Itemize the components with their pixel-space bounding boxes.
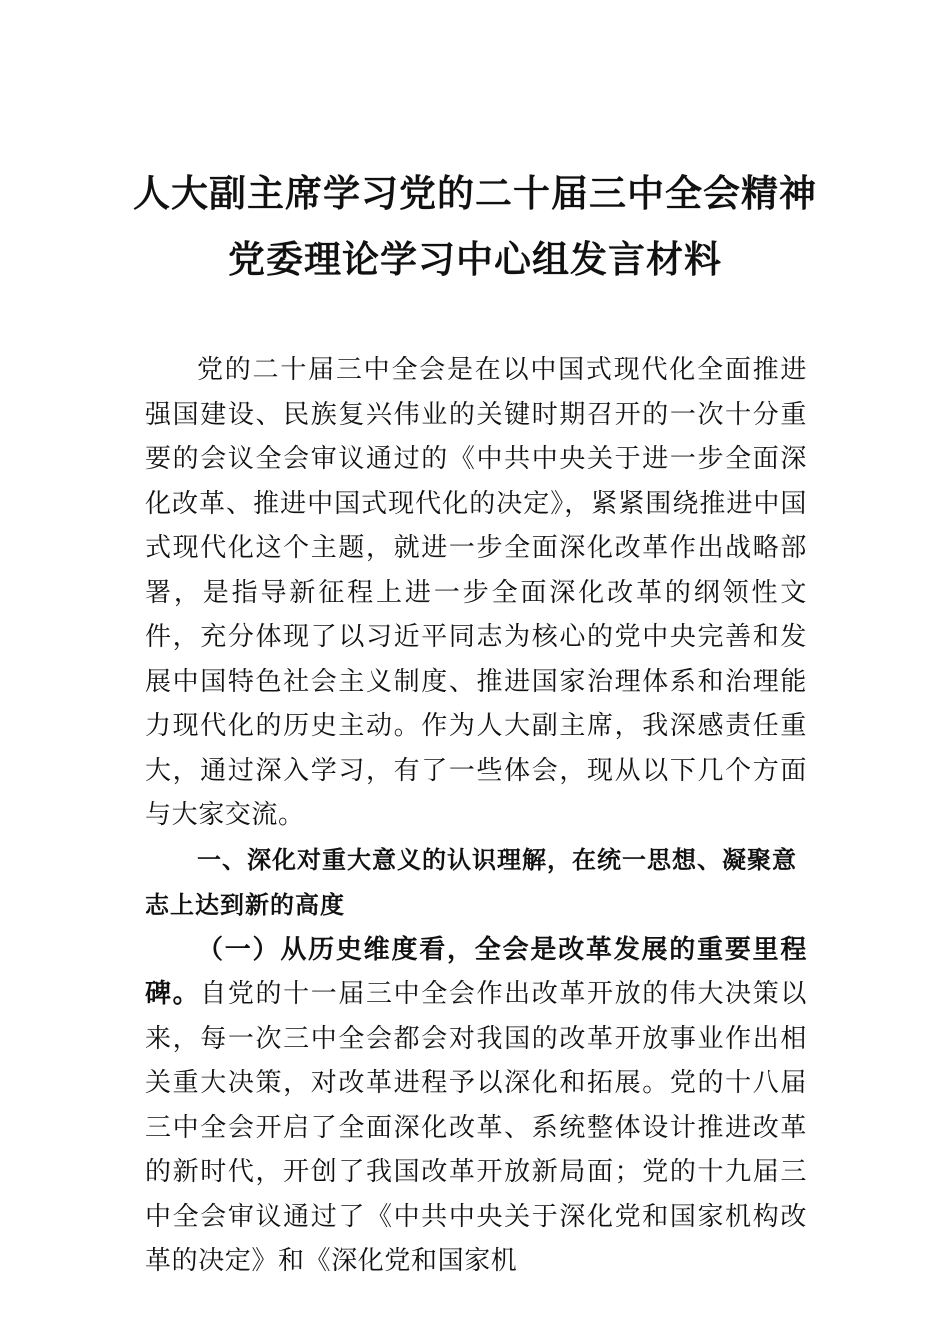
subsection-heading-1: （一）从历史维度看，全会是改革发展的重要里程碑。 [145,934,807,1009]
title-line-1: 人大副主席学习党的二十届三中全会精神 [133,171,817,215]
subsection-paragraph-1 [145,928,807,1284]
title-line-2: 党委理论学习中心组发言材料 [228,237,722,281]
document-title [0,160,950,292]
section-heading-1: 一、深化对重大意义的认识理解，在统一思想、凝聚意志上达到新的高度 [145,845,797,919]
document-body [145,348,807,1284]
intro-paragraph: 党的二十届三中全会是在以中国式现代化全面推进强国建设、民族复兴伟业的关键时期召开的一次十分重要的会议全会审议通过的《中共中央关于进一步全面深化改革、推进中国式现代化的决定》，紧紧围绕推进中国式现代化这个主题，就进一步全面深化改革作出战略部署，是指导新征程上进一步全面深化改革的纲领性文件，充分体现了以习近平同志为核心的党中央完善和发展中国特色社会主义制度、推进国家治理体系和治理能力现代化的历史主动。作为人大副主席，我深感责任重大，通过深入学习，有了一些体会，现从以下几个方面与大家交流。 [145,355,807,830]
subsection-text-1: 自党的十一届三中全会作出改革开放的伟大决策以来，每一次三中全会都会对我国的改革开放事业作出相关重大决策，对改革进程予以深化和拓展。党的十八届三中全会开启了全面深化改革、系统整体设计推进改革的新时代，开创了我国改革开放新局面；党的十九届三中全会审议通过了《中共中央关于深化党和国家机构改革的决定》和《深化党和国家机 [145,979,808,1276]
